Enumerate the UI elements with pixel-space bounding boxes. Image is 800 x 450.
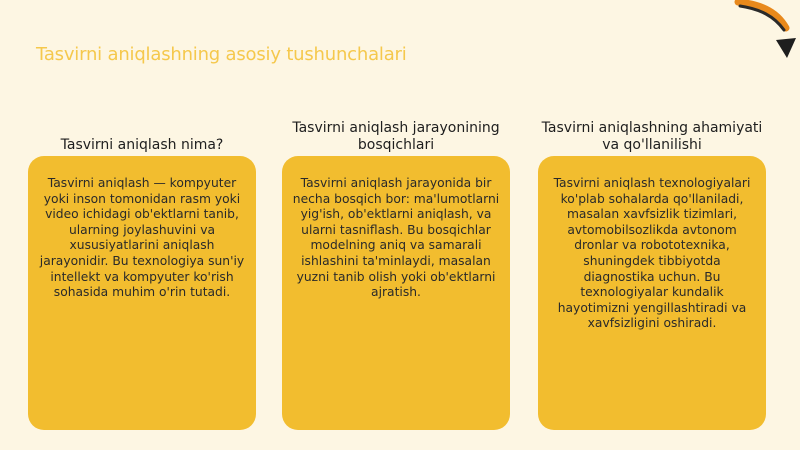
column-stages [282, 116, 510, 430]
content-card [28, 156, 256, 430]
column-heading: Tasvirni aniqlashning ahamiyati va qo'llanilishi [541, 120, 763, 153]
column-what-is [28, 116, 256, 430]
column-heading: Tasvirni aniqlash nima? [60, 137, 224, 153]
card-text: Tasvirni aniqlash jarayonida bir necha bosqich bor: ma'lumotlarni yig'ish, ob'ektlarni aniqlash, va ularni tasniflash. Bu bosqichlar modelning aniq va samarali ishlashini ta'minlaydi, masalan yuzni tanib olish yoki ob'ektlarni ajratish. [292, 176, 500, 300]
column-heading: Tasvirni aniqlash jarayonining bosqichlari [292, 120, 500, 153]
slide-title: Tasvirni aniqlashning asosiy tushunchalari [36, 44, 407, 65]
card-text: Tasvirni aniqlash texnologiyalari ko'plab sohalarda qo'llaniladi, masalan xavfsizlik tizimlari, avtomobilsozlikda avtonom dronlar va robototexnika, shuningdek tibbiyotda diagnostika uchun. Bu texnologiyalar kundalik hayotimizni yengillashtiradi va xavfsizligini oshiradi. [553, 176, 751, 331]
card-text: Tasvirni aniqlash — kompyuter yoki inson tomonidan rasm yoki video ichidagi ob'ektlarni tanib, ularning joylashuvini va xususiyatlarini aniqlash jarayonidir. Bu texnologiya sun'iy intellekt va kompyuter ko'rish sohasida muhim o'rin tutadi. [39, 176, 245, 300]
column-importance [538, 116, 766, 430]
content-card [282, 156, 510, 430]
curved-arrow-icon [730, 0, 800, 70]
content-card [538, 156, 766, 430]
